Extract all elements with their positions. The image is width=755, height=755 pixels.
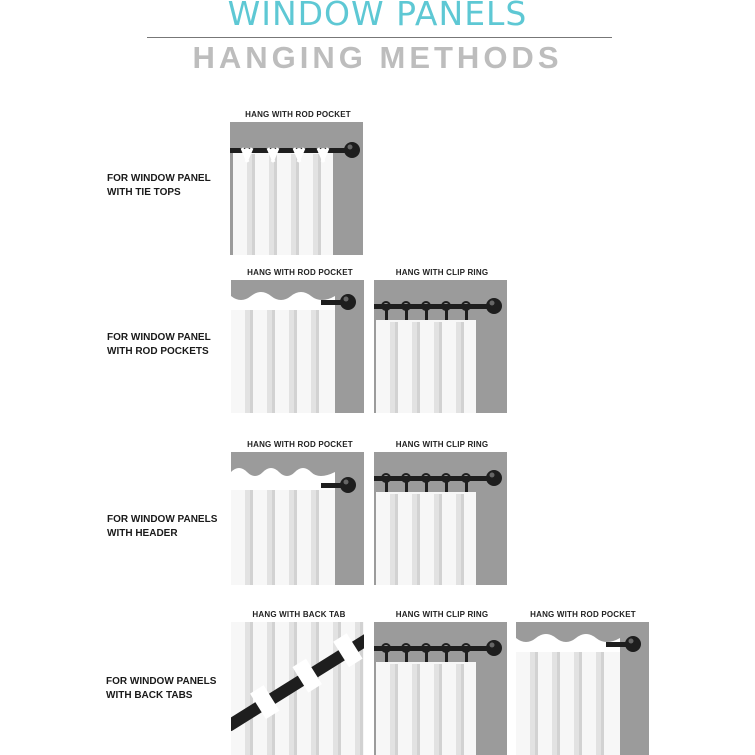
caption-row3-clip-ring: HANG WITH CLIP RING	[395, 440, 489, 449]
row-label-header: FOR WINDOW PANELS WITH HEADER	[107, 514, 218, 539]
image-tie-tops-rod-pocket	[230, 122, 363, 255]
row-label-back-tabs: FOR WINDOW PANELS WITH BACK TABS	[106, 676, 217, 701]
caption-row4-rod-pocket: HANG WITH ROD POCKET	[530, 610, 636, 619]
caption-row2-rod-pocket: HANG WITH ROD POCKET	[247, 268, 353, 277]
image-back-tabs-rod-pocket	[516, 622, 649, 755]
image-header-clip-ring	[374, 452, 507, 585]
caption-row3-rod-pocket: HANG WITH ROD POCKET	[247, 440, 353, 449]
page-title: WINDOW PANELS	[227, 0, 528, 33]
caption-row2-clip-ring: HANG WITH CLIP RING	[395, 268, 489, 277]
row-label-tie-tops: FOR WINDOW PANEL WITH TIE TOPS	[107, 173, 211, 198]
image-back-tabs-back-tab	[231, 622, 364, 755]
image-rod-pockets-rod-pocket	[231, 280, 364, 413]
caption-row4-clip-ring: HANG WITH CLIP RING	[395, 610, 489, 619]
caption-row4-back-tab: HANG WITH BACK TAB	[252, 610, 346, 619]
image-back-tabs-clip-ring	[374, 622, 507, 755]
image-rod-pockets-clip-ring	[374, 280, 507, 413]
page-subtitle: HANGING METHODS	[192, 40, 563, 75]
image-header-rod-pocket	[231, 452, 364, 585]
title-divider	[147, 37, 612, 38]
caption-row1-rod-pocket: HANG WITH ROD POCKET	[245, 110, 351, 119]
row-label-rod-pockets: FOR WINDOW PANEL WITH ROD POCKETS	[107, 332, 211, 357]
